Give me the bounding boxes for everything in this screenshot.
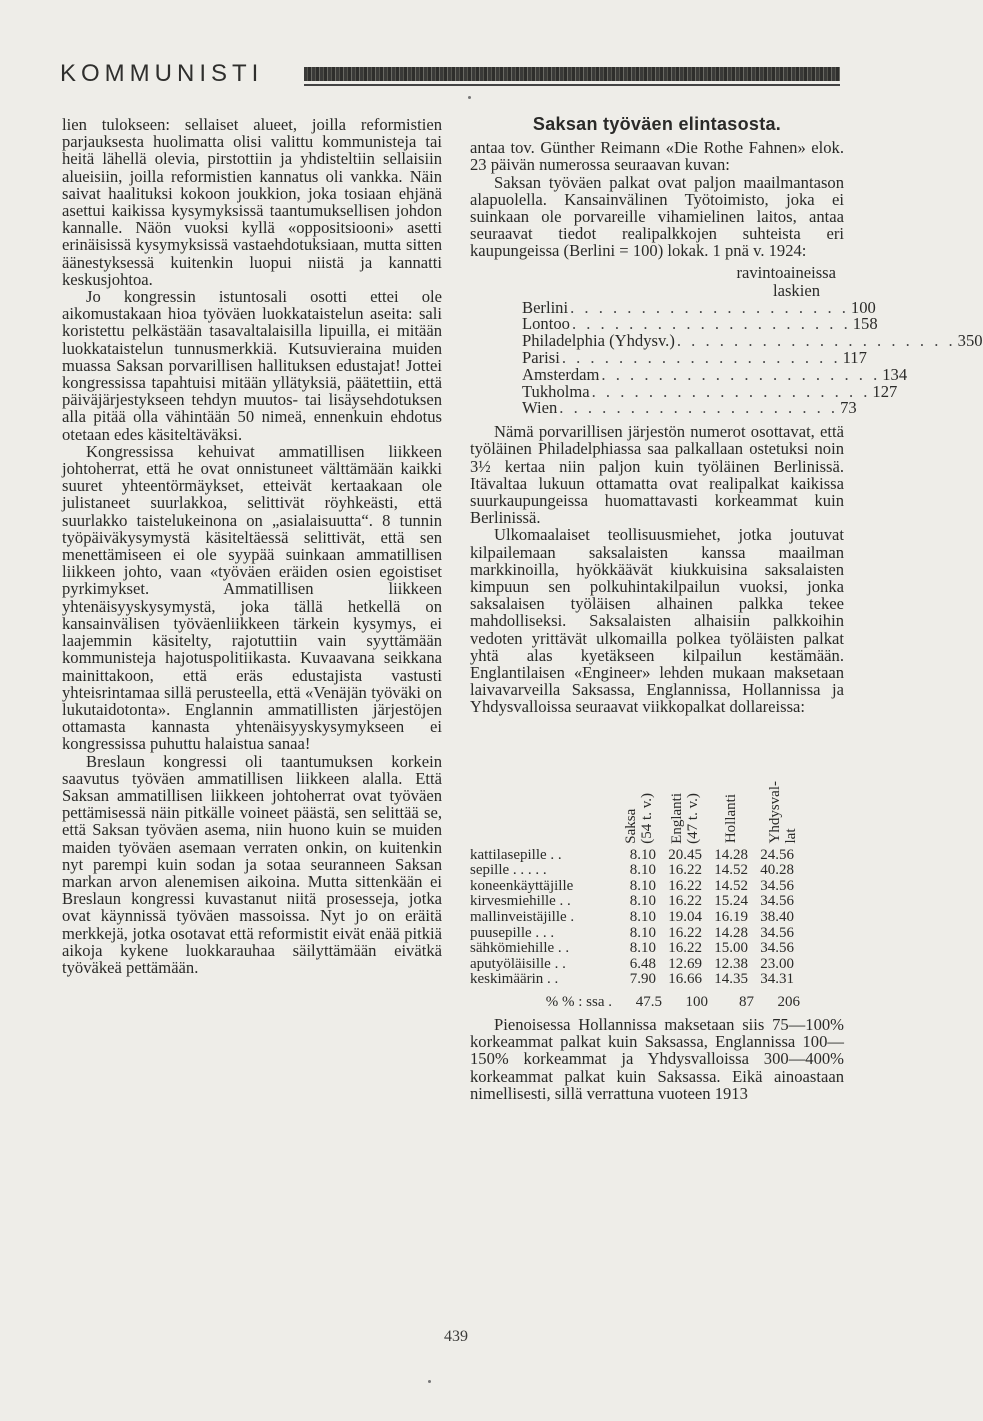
weekly-wage-value: 12.38 <box>714 955 748 972</box>
article-paragraph-2: Nämä porvarillisen järjestön numerot osottavat, että työläinen Philadelphiassa saa palkallaan ostetuksi noin 3½ kertaa niin paljon kuin työläinen Berlinissä. Itävaltaa lukuun ottamatta ovat realipalkat kaikissa suurkaupungeissa huomattavasti korkeammat kuin Berlinissä. <box>470 422 844 528</box>
masthead-rule-thin <box>304 84 840 86</box>
leader-dots: . . . . . . . . . . . . . . . . . . . . <box>571 314 851 334</box>
weekly-wage-occupation: kirvesmiehille . . <box>470 893 571 910</box>
real-wage-table-header-2: laskien <box>772 280 820 300</box>
weekly-wage-row <box>470 957 844 973</box>
left-paragraph-1: lien tulokseen: sellaiset alueet, joilla reformistien parjauksesta huolimatta olisi valittu kommunisteja tai heitä lähellä olevia, pirstottiin ja yhdisteltiin sellaisiin alueisiin, joilla reformistien kannatus oli vankka. Näin saivat haalituksi kokoon joukkion, joka tosiaan ehjänä asettui kaikissa kysymyksissä taantumuksellisen johdon kannalle. Näön vuoksi kyllä «oppositsiooni» asetti erinäisissä kysymyksissä vastaehdotuksiaan, mutta sitten äänestyksessä kuitenkin luopui niistä ja kannatti keskusjohtoa. <box>62 115 442 289</box>
weekly-wage-value: 14.35 <box>714 971 748 988</box>
masthead-title: KOMMUNISTI <box>60 60 264 87</box>
real-wage-value: 127 <box>872 381 898 401</box>
weekly-wage-value: 15.00 <box>714 940 748 957</box>
real-wage-city: Wien <box>522 398 558 418</box>
wage-col-header-hollanti: Hollanti <box>723 794 739 844</box>
weekly-wage-value: 8.10 <box>629 909 656 926</box>
real-wage-value: 134 <box>882 364 908 384</box>
weekly-wage-value: 16.19 <box>714 909 748 926</box>
weekly-wage-row <box>470 941 844 957</box>
weekly-wage-table-header <box>470 720 844 848</box>
print-speck <box>468 96 471 99</box>
weekly-wage-value: 6.48 <box>629 955 656 972</box>
weekly-wage-value: 16.22 <box>668 893 702 910</box>
weekly-wage-total-yhdysvallat: 206 <box>777 994 800 1010</box>
wage-col-header-yhdysvallat: Yhdysval- lat <box>767 781 799 844</box>
leader-dots: . . . . . . . . . . . . . . . . . . . . <box>676 331 956 351</box>
real-wage-value: 73 <box>840 398 857 418</box>
weekly-wage-value: 14.52 <box>714 862 748 879</box>
print-speck <box>428 1380 431 1383</box>
left-paragraph-4: Breslaun kongressi oli taantumuksen korkein saavutus työväen ammatillisen liikkeen alalla. Että Saksan ammatillisen liikkeen johtoherrat ovat työväen pettämisessä näin pitkälle voineet päästä, sen selittää se, että Saksan työväen asema, niin huono kuin se muiden maiden työväen asemaan verraten onkin, on kuitenkin nyt parempi kuin sodan ja sotaa seuranneen Saksan markan arvon alenemisen aikoina. Mutta sittenkään ei Breslaun kongressi kuvastanut niitä prosesseja, jotka ovat käynnissä työväen massoissa. Nyt jo on eräitä merkkejä, jotka osotavat että reformistit eivät enää pitkiä aikoja kykene luokkarauhaa säilyttämään eivätkä työväkeä pettämään. <box>62 751 442 977</box>
left-column <box>62 116 442 976</box>
leader-dots: . . . . . . . . . . . . . . . . . . . . <box>591 381 871 401</box>
article-title: Saksan työväen elintasosta. <box>532 114 782 134</box>
weekly-wage-occupation: aputyöläisille . . <box>470 955 566 972</box>
weekly-wage-value: 8.10 <box>629 862 656 879</box>
weekly-wage-value: 8.10 <box>629 846 656 863</box>
weekly-wage-row <box>470 879 844 895</box>
weekly-wage-row <box>470 894 844 910</box>
article-intro: antaa tov. Günther Reimann «Die Rothe Fahnen» elok. 23 päivän numerossa seuraavan kuvan: <box>470 138 844 175</box>
left-paragraph-3: Kongressissa kehuivat ammatillisen liikkeen johtoherrat, että he ovat onnistuneet välttämään kaikki suuret yhteentörmäykset, etteivät kertaakaan ole julistaneet suurlakkoa, selittivät röyhkeästi, että suurlakko taistelukeinona on „asialaisuutta“. 8 tunnin työpäiväkysymystä käsiteltäessä selittivät, että sen menettämiseen ei ole syypää suinkaan ammatillisen liikkeen johto, vaan «työväen eräiden osien egoistiset pyrkimykset. Ammatillisen liikkeen yhtenäisyyskysymystä, joka tällä hetkellä on kansainvälisen työväenliikkeen tärkein kysymys, ei laajemmin käsitelty, rajotuttiin vain syyttämään kommunisteja hajotuspolitiikasta. Kuvaavana seikkana mainittakoon, että eräs edustajista vastusti yhteisrintamaa sillä perusteella, että «Venäjän työväki on lukutaidotonta». Englannin ammatillisten järjestöjen ottamasta kannasta yhtenäisyyskysymykseen ei kongressissa puhuttu halaistua sanaa! <box>62 441 442 754</box>
weekly-wage-value: 16.66 <box>668 971 702 988</box>
real-wage-value: 117 <box>842 348 867 368</box>
weekly-wage-value: 12.69 <box>668 955 702 972</box>
weekly-wage-total-row <box>470 994 844 1010</box>
real-wage-table-header-1: ravintoaineissa <box>736 262 836 282</box>
page-header <box>60 58 840 94</box>
article-paragraph-4: Pienoisessa Hollannissa maksetaan siis 75—100% korkeammat palkat kuin Saksassa, Englannissa 100—150% korkeammat ja Yhdysvalloissa 300—400% korkeammat palkat kuin Saksassa. Eikä ainoastaan nimellisesti, sillä verrattuna vuoteen 1913 <box>470 1015 844 1103</box>
weekly-wage-value: 16.22 <box>668 940 702 957</box>
weekly-wage-row <box>470 972 844 988</box>
weekly-wage-value: 19.04 <box>668 909 702 926</box>
leader-dots: . . . . . . . . . . . . . . . . . . . . <box>601 364 881 384</box>
wage-col-header-englanti: Englanti (47 t. v.) <box>669 792 701 844</box>
real-wage-row <box>522 398 857 418</box>
weekly-wage-occupation: puusepille . . . <box>470 924 555 941</box>
weekly-wage-value: 16.22 <box>668 924 702 941</box>
weekly-wage-value: 8.10 <box>629 924 656 941</box>
leader-dots: . . . . . . . . . . . . . . . . . . . . <box>561 348 841 368</box>
weekly-wage-row <box>470 926 844 942</box>
weekly-wage-value: 38.40 <box>760 909 794 926</box>
weekly-wage-value: 7.90 <box>629 971 656 988</box>
weekly-wage-value: 34.56 <box>760 877 794 894</box>
weekly-wage-value: 16.22 <box>668 862 702 879</box>
weekly-wage-occupation: koneenkäyttäjille <box>470 877 574 894</box>
real-wage-value: 158 <box>852 314 878 334</box>
weekly-wage-occupation: keskimäärin . . <box>470 971 559 988</box>
real-wage-city: Lontoo <box>522 314 570 334</box>
weekly-wage-total-saksa: 47.5 <box>635 994 662 1010</box>
article-paragraph-3: Ulkomaalaiset teollisuusmiehet, jotka joutuvat kilpailemaan saksalaisten kanssa maailman markkinoilla, hyökkäävät kiukkuisina saksalaisten kimpuun sen polkuhintakilpailun vuoksi, jonka saksalaisen työläisen alhainen palkka tekee mahdolliseksi. Saksalaisten alhaisiin palkkoihin vedoten yrittävät ulkomailla polkea työläisten palkat yhtä alas kyetäkseen kilpailun kestämään. Englantilaisen «Engineer» lehden mukaan maksetaan laivavarveilla Saksassa, Englannissa, Hollannissa ja Yhdysvalloissa seuraavat viikkopalkat dollareissa: <box>470 525 844 717</box>
weekly-wage-total-label: % % : ssa . <box>545 994 612 1010</box>
real-wage-city: Tukholma <box>522 381 590 401</box>
weekly-wage-value: 20.45 <box>668 846 702 863</box>
weekly-wage-occupation: sähkömiehille . . <box>470 940 570 957</box>
left-paragraph-2: Jo kongressin istuntosali osotti ettei ole aikomustakaan hioa työväen luokkataistelun aseita: sali koristettu pelkästään tasavaltalaisilla lipuilla, ei mitään luokkataistelun tunnusmerkkiä. Kutsuvieraina muiden muassa Saksan porvarillisen hallituksen edustajat! Jottei kongressissa tapahtuisi mitään yllätyksiä, päätettiin, että päiväjärjestykseen tehdyn muutos- tai lisäysehdotuksen alla pitää olla vähintään 50 nimeä, ennenkuin ehdotus otetaan edes käsiteltäväksi. <box>62 287 442 444</box>
leader-dots: . . . . . . . . . . . . . . . . . . . . <box>570 297 849 317</box>
real-wage-city: Parisi <box>522 348 560 368</box>
weekly-wage-value: 14.28 <box>714 846 748 863</box>
weekly-wage-value: 40.28 <box>760 862 794 879</box>
weekly-wage-row <box>470 910 844 926</box>
real-wage-value: 350 <box>957 331 983 351</box>
weekly-wage-value: 8.10 <box>629 940 656 957</box>
weekly-wage-value: 34.56 <box>760 940 794 957</box>
weekly-wage-value: 15.24 <box>714 893 748 910</box>
weekly-wage-occupation: kattilasepille . . <box>470 846 562 863</box>
right-column <box>470 114 983 1103</box>
weekly-wage-occupation: sepille . . . . . <box>470 862 547 879</box>
real-wage-table-rows <box>470 297 983 418</box>
page-number: 439 <box>444 1328 468 1345</box>
weekly-wage-value: 8.10 <box>629 893 656 910</box>
weekly-wage-value: 14.28 <box>714 924 748 941</box>
real-wage-city: Philadelphia (Yhdysv.) <box>522 331 675 351</box>
weekly-wage-table <box>470 720 844 1010</box>
weekly-wage-row <box>470 863 844 879</box>
real-wage-value: 100 <box>850 297 876 317</box>
weekly-wage-value: 34.56 <box>760 924 794 941</box>
weekly-wage-value: 34.56 <box>760 893 794 910</box>
weekly-wage-value: 23.00 <box>760 955 794 972</box>
weekly-wage-value: 34.31 <box>760 971 794 988</box>
real-wage-city: Amsterdam <box>522 364 600 384</box>
masthead-rule <box>304 67 840 81</box>
weekly-wage-table-rows <box>470 848 844 988</box>
wage-col-header-saksa: Saksa (54 t. v.) <box>623 792 655 844</box>
weekly-wage-total-hollanti: 87 <box>739 994 754 1010</box>
real-wage-table <box>470 262 983 418</box>
weekly-wage-value: 16.22 <box>668 877 702 894</box>
weekly-wage-value: 14.52 <box>714 877 748 894</box>
weekly-wage-occupation: mallinveistäjille . <box>470 909 575 926</box>
real-wage-city: Berlini <box>522 297 569 317</box>
article-paragraph-1: Saksan työväen palkat ovat paljon maailmantason alapuolella. Kansainvälinen Työtoimisto, joka ei suinkaan ole porvareille vihamielinen laitos, antaa seuraavat tiedot realipalkkojen suhteista eri kaupungeissa (Berlini = 100) lokak. 1 pnä v. 1924: <box>470 172 844 261</box>
weekly-wage-value: 8.10 <box>629 877 656 894</box>
weekly-wage-row <box>470 848 844 864</box>
leader-dots: . . . . . . . . . . . . . . . . . . . . <box>559 398 839 418</box>
weekly-wage-value: 24.56 <box>760 846 794 863</box>
weekly-wage-total-englanti: 100 <box>685 994 708 1010</box>
